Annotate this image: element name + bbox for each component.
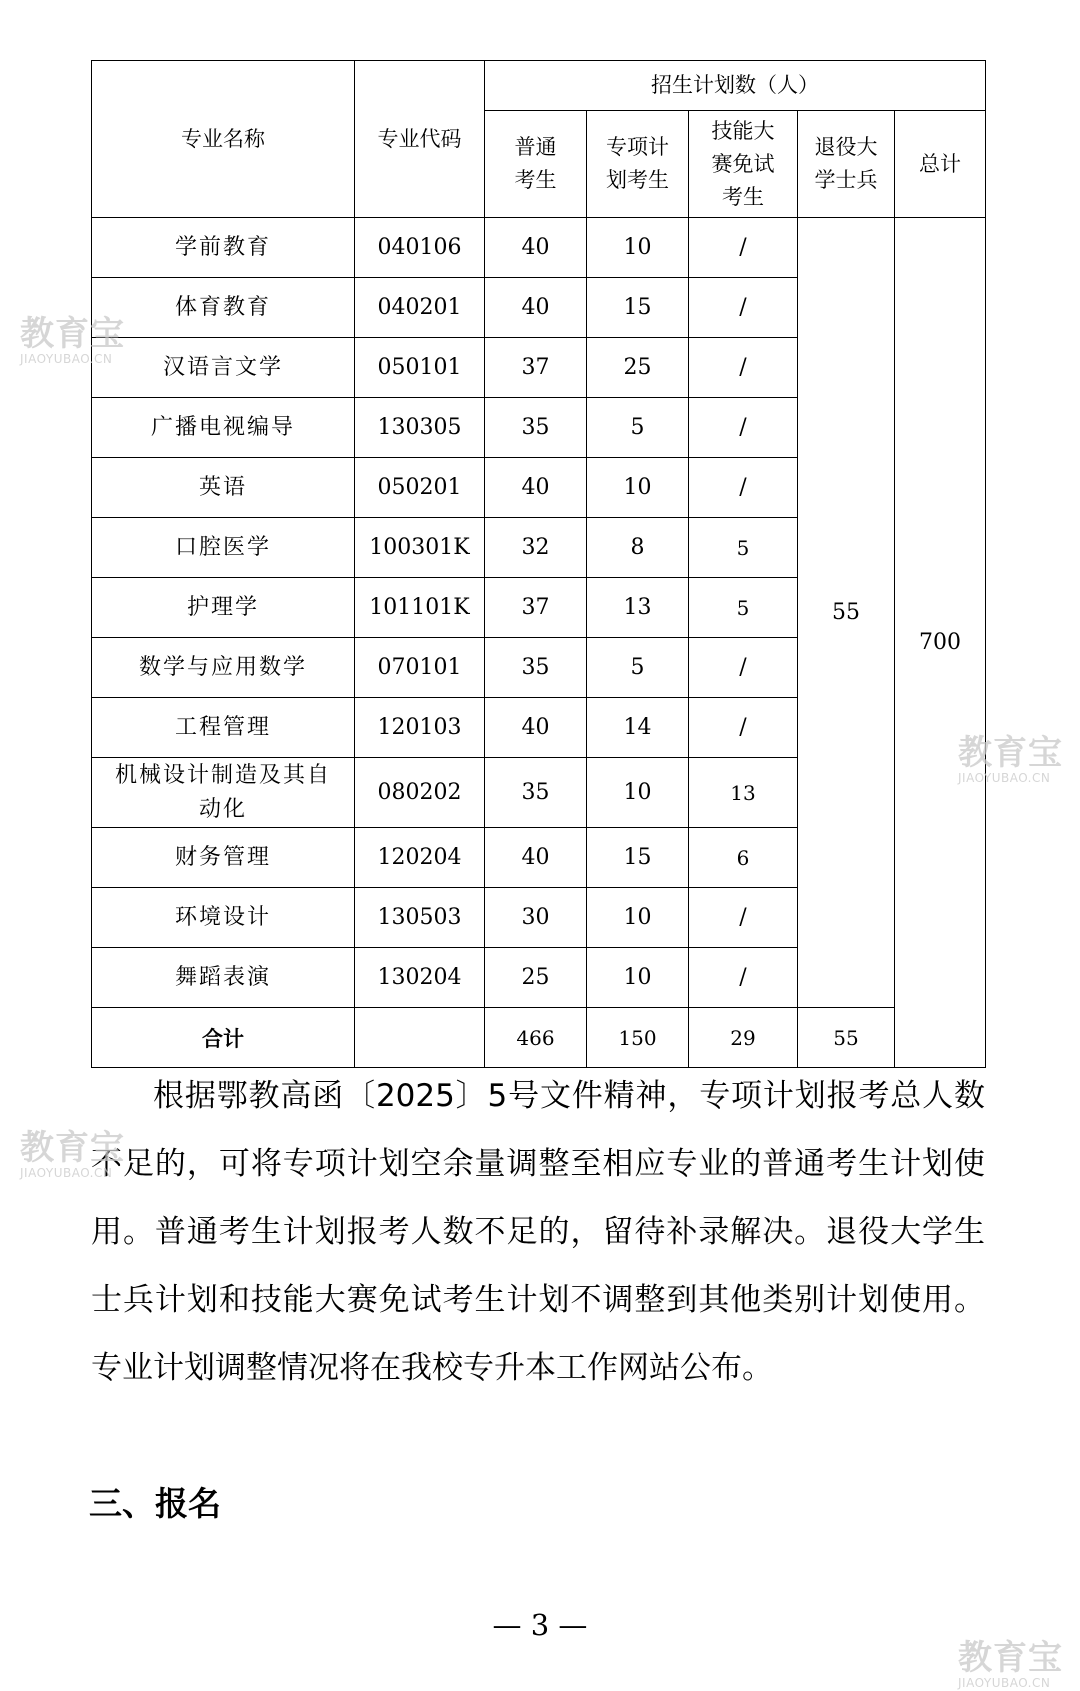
skill-cell: / [689,398,798,458]
special-cell: 10 [587,758,689,828]
skill-cell: 5 [689,578,798,638]
skill-cell: / [689,948,798,1008]
major-name-cell: 学前教育 [92,218,355,278]
skill-cell: / [689,888,798,948]
skill-cell: / [689,218,798,278]
page-number: — 3 — [492,1608,588,1642]
skill-cell: / [689,638,798,698]
skill-cell: / [689,278,798,338]
regular-cell: 35 [485,638,587,698]
regular-cell: 40 [485,218,587,278]
major-name-cell: 汉语言文学 [92,338,355,398]
watermark-text: 教育宝 [20,1128,125,1168]
skill-cell: / [689,698,798,758]
major-code-cell: 040106 [355,218,485,278]
total-special-cell: 150 [587,1008,689,1068]
regular-cell: 35 [485,398,587,458]
total-label-cell: 合计 [92,1008,355,1068]
watermark-text: 教育宝 [958,1638,1063,1678]
major-code-cell: 070101 [355,638,485,698]
section-heading: 三、报名 [89,1484,221,1523]
header-regular: 普通考生 [485,111,587,218]
major-name-cell: 环境设计 [92,888,355,948]
regular-cell: 37 [485,338,587,398]
total-code-cell [355,1008,485,1068]
special-cell: 10 [587,218,689,278]
header-total: 总计 [895,111,986,218]
skill-cell: 5 [689,518,798,578]
major-code-cell: 130305 [355,398,485,458]
major-code-cell: 040201 [355,278,485,338]
special-cell: 13 [587,578,689,638]
major-code-cell: 120103 [355,698,485,758]
enrollment-plan-table [91,60,986,1068]
body-paragraph: 根据鄂教高函〔2025〕5号文件精神，专项计划报考总人数不足的，可将专项计划空余量调整至相应专业的普通考生计划使用。普通考生计划报考人数不足的，留待补录解决。退役大学生士兵计划和技能大赛免试考生计划不调整到其他类别计划使用。专业计划调整情况将在我校专升本工作网站公布。 [91,1078,985,1386]
regular-cell: 35 [485,758,587,828]
major-name-cell: 财务管理 [92,828,355,888]
major-name-cell: 舞蹈表演 [92,948,355,1008]
regular-cell: 40 [485,278,587,338]
major-name-cell: 护理学 [92,578,355,638]
veteran-merged-cell: 55 [798,218,895,1008]
major-name-cell: 机械设计制造及其自动化 [92,758,355,828]
regular-cell: 40 [485,828,587,888]
special-cell: 10 [587,888,689,948]
watermark-subtext: JIAOYUBAO.CN [20,352,113,366]
major-name-cell: 数学与应用数学 [92,638,355,698]
header-major-code: 专业代码 [355,61,485,218]
watermark-subtext: JIAOYUBAO.CN [958,1676,1051,1690]
total-regular-cell: 466 [485,1008,587,1068]
header-skill: 技能大赛免试考生 [689,111,798,218]
watermark-subtext: JIAOYUBAO.CN [20,1166,113,1180]
special-cell: 5 [587,398,689,458]
total-skill-cell: 29 [689,1008,798,1068]
total-merged-cell: 700 [895,218,986,1068]
total-veteran-cell: 55 [798,1008,895,1068]
header-plan-group: 招生计划数（人） [485,61,986,111]
special-cell: 10 [587,948,689,1008]
major-code-cell: 050201 [355,458,485,518]
major-code-cell: 100301K [355,518,485,578]
major-code-cell: 050101 [355,338,485,398]
special-cell: 15 [587,828,689,888]
major-code-cell: 120204 [355,828,485,888]
special-cell: 10 [587,458,689,518]
major-name-cell: 体育教育 [92,278,355,338]
header-veteran: 退役大学士兵 [798,111,895,218]
skill-cell: / [689,338,798,398]
special-cell: 15 [587,278,689,338]
special-cell: 25 [587,338,689,398]
watermark-text: 教育宝 [20,314,125,354]
major-name-cell: 口腔医学 [92,518,355,578]
header-major-name: 专业名称 [92,61,355,218]
major-name-cell: 广播电视编导 [92,398,355,458]
special-cell: 8 [587,518,689,578]
skill-cell: 6 [689,828,798,888]
regular-cell: 32 [485,518,587,578]
major-code-cell: 130204 [355,948,485,1008]
special-cell: 14 [587,698,689,758]
major-name-cell: 英语 [92,458,355,518]
regular-cell: 40 [485,698,587,758]
watermark-subtext: JIAOYUBAO.CN [958,771,1051,785]
special-cell: 5 [587,638,689,698]
major-code-cell: 080202 [355,758,485,828]
watermark-logo [958,1640,1063,1690]
header-special: 专项计划考生 [587,111,689,218]
major-code-cell: 130503 [355,888,485,948]
regular-cell: 40 [485,458,587,518]
regular-cell: 37 [485,578,587,638]
watermark-text: 教育宝 [958,733,1063,773]
skill-cell: / [689,458,798,518]
table-total-row [92,1008,986,1068]
regular-cell: 25 [485,948,587,1008]
major-name-cell: 工程管理 [92,698,355,758]
regular-cell: 30 [485,888,587,948]
table-row [92,218,986,278]
skill-cell: 13 [689,758,798,828]
major-code-cell: 101101K [355,578,485,638]
